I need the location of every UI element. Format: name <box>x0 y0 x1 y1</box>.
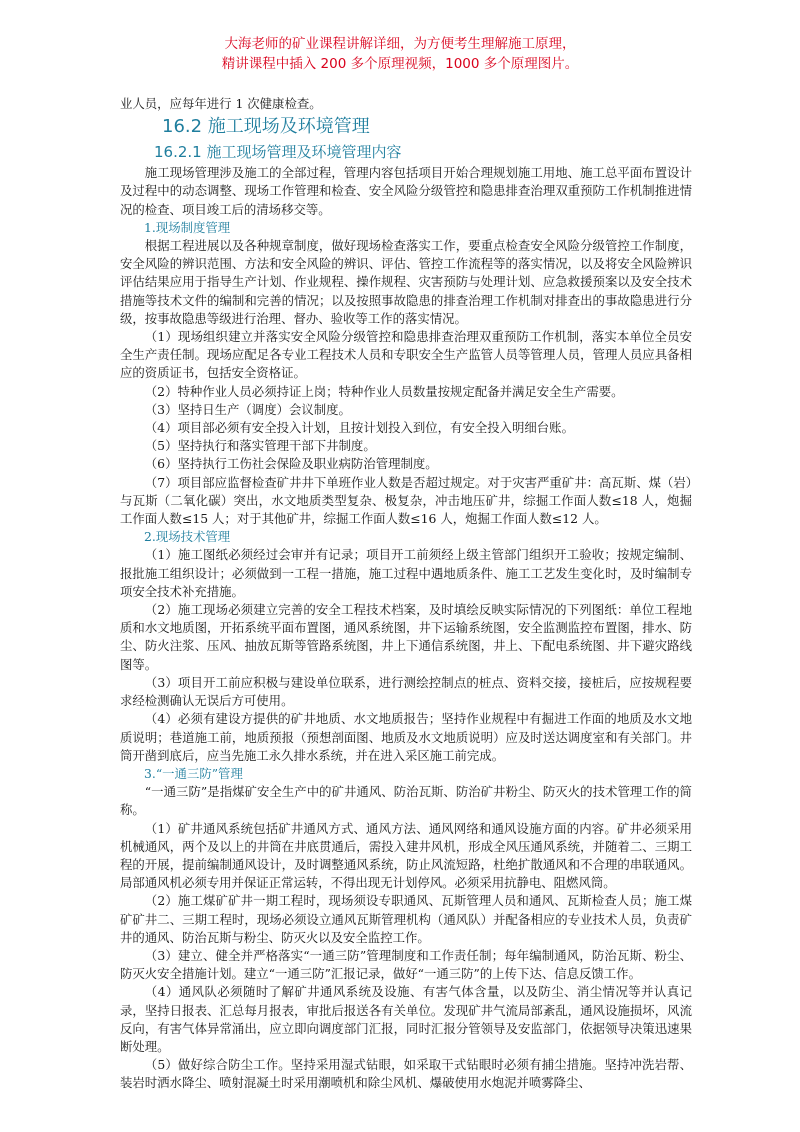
heading-one-ventilation-three-prevention: 3.“一通三防”管理 <box>144 765 243 781</box>
section-heading: 16.2 施工现场及环境管理 <box>162 116 370 138</box>
paragraph-overview: 施工现场管理涉及施工的全部过程，管理内容包括项目开始合理规划施工用地、施工总平面布置设计及过程中的动态调整、现场工作管理和检查、安全风险分级管控和隐患排查治理双重预防工作机制推进情况的检查、项目竣工后的清场移交等。 <box>120 165 692 217</box>
list-item: （5）坚持执行和落实管理干部下井制度。 <box>144 438 376 454</box>
list-item: （1）施工图纸必须经过会审并有记录；项目开工前须经上级主管部门组织开工验收；按规定编制、报批施工组织设计；必须做到一工程一措施，施工过程中遇地质条件、施工工艺发生变化时，及时编制专项安全技术补充措施。 <box>120 547 692 599</box>
heading-site-system-management: 1.现场制度管理 <box>144 219 231 235</box>
list-item: （1）现场组织建立并落实安全风险分级管控和隐患排查治理双重预防工作机制，落实本单位全员安全生产责任制。现场应配足各专业工程技术人员和专职安全生产监管人员等管理人员，管理人员应具备相应的资质证书，包括安全资格证。 <box>120 329 692 381</box>
banner-line-1: 大海老师的矿业课程讲解详细，为方便考生理解施工原理， <box>224 36 576 52</box>
heading-site-technical-management: 2.现场技术管理 <box>144 529 231 545</box>
list-item: （5）做好综合防尘工作。坚持采用湿式钻眼，如采取干式钻眼时必须有捕尘措施。坚持冲洗岩帮、装岩时洒水降尘、喷射混凝土时采用潮喷机和除尘风机、爆破使用水炮泥并喷雾降尘、 <box>120 1057 692 1091</box>
document-body <box>120 95 692 1093</box>
list-item: （3）坚持日生产（调度）会议制度。 <box>144 401 351 417</box>
list-item: （6）坚持执行工伤社会保险及职业病防治管理制度。 <box>144 456 438 472</box>
list-item: （2）施工现场必须建立完善的安全工程技术档案，及时填绘反映实际情况的下列图纸：单位工程地质和水文地质图，开拓系统平面布置图，通风系统图，井下运输系统图，安全监测监控布置图，排水、防尘、防火注浆、压风、抽放瓦斯等管路系统图，井上下通信系统图，井上、下配电系统图、井下避灾路线图等。 <box>120 602 692 672</box>
promo-banner <box>0 34 800 74</box>
paragraph: “一通三防”是指煤矿安全生产中的矿井通风、防治瓦斯、防治矿井粉尘、防灭火的技术管理工作的简称。 <box>120 784 692 818</box>
list-item: （3）项目开工前应积极与建设单位联系，进行测绘控制点的桩点、资料交接，接桩后，应按规程要求经检测确认无误后方可使用。 <box>120 674 692 709</box>
list-item: （2）施工煤矿矿井一期工程时，现场须设专职通风、瓦斯管理人员和通风、瓦斯检查人员；施工煤矿矿井二、三期工程时，现场必须设立通风瓦斯管理机构（通风队）并配备相应的专业技术人员，负责矿井的通风、防治瓦斯与粉尘、防灭火以及安全监控工作。 <box>120 893 692 945</box>
intro-line: 业人员，应每年进行 1 次健康检查。 <box>120 96 322 111</box>
list-item: （2）特种作业人员必须持证上岗；特种作业人员数量按规定配备并满足安全生产需要。 <box>144 383 624 399</box>
list-item: （4）必须有建设方提供的矿井地质、水文地质报告；坚持作业规程中有掘进工作面的地质及水文地质说明；巷道施工前，地质预报（预想剖面图、地质及水文地质说明）应及时送达调度室和有关部门。井筒开凿到底后，应当先施工永久排水系统，并在进入采区施工前完成。 <box>120 711 692 763</box>
list-item: （4）项目部必须有安全投入计划，且按计划投入到位，有安全投入明细台账。 <box>144 420 574 436</box>
list-item: （3）建立、健全并严格落实“一通三防”管理制度和工作责任制；每年编制通风，防治瓦斯、粉尘、防灭火安全措施计划。建立“一通三防”汇报记录，做好“一通三防”的上传下达、信息反馈工作。 <box>120 947 692 982</box>
paragraph: 根据工程进展以及各种规章制度，做好现场检查落实工作，要重点检查安全风险分级管控工作制度，安全风险的辨识范围、方法和安全风险的辨识、评估、管控工作流程等的落实情况，以及将安全风险辨识评估结果应用于指导生产计划、作业规程、操作规程、灾害预防与处理计划、应急救援预案以及安全技术措施等技术文件的编制和完善的情况；以及按照事故隐患的排查治理工作机制对排查出的事故隐患进行分级，按事故隐患等级进行治理、督办、验收等工作的落实情况。 <box>120 238 692 326</box>
banner-line-2: 精讲课程中插入 200 多个原理视频，1000 多个原理图片。 <box>221 56 579 72</box>
list-item: （4）通风队必须随时了解矿井通风系统及设施、有害气体含量，以及防尘、消尘情况等并认真记录，坚持日报表、汇总每月报表，审批后报送各有关单位。发现矿井气流局部紊乱，通风设施损坏，风流反向，有害气体异常涌出，应立即向调度部门汇报，同时汇报分管领导及安监部门，依据领导决策迅速果断处理。 <box>120 984 692 1054</box>
list-item: （1）矿井通风系统包括矿井通风方式、通风方法、通风网络和通风设施方面的内容。矿井必须采用机械通风，两个及以上的井筒在井底贯通后，需投入建井风机，形成全风压通风系统，并随着二、三期工程的开展，提前编制通风设计，及时调整通风系统，防止风流短路，杜绝扩散通风和不合理的串联通风。局部通风机必须专用并保证正常运转，不得出现无计划停风。必须采用抗静电、阻燃风筒。 <box>120 820 692 891</box>
list-item: （7）项目部应监督检查矿井井下单班作业人数是否超过规定。对于灾害严重矿井：高瓦斯、煤（岩）与瓦斯（二氧化碳）突出，水文地质类型复杂、极复杂，冲击地压矿井，综掘工作面人数≤18 人，炮掘工作面人数≤15 人；对于其他矿井，综掘工作面人数≤16 人，炮掘工作面人数≤12 人。 <box>120 474 692 527</box>
subsection-heading: 16.2.1 施工现场管理及环境管理内容 <box>154 143 402 162</box>
